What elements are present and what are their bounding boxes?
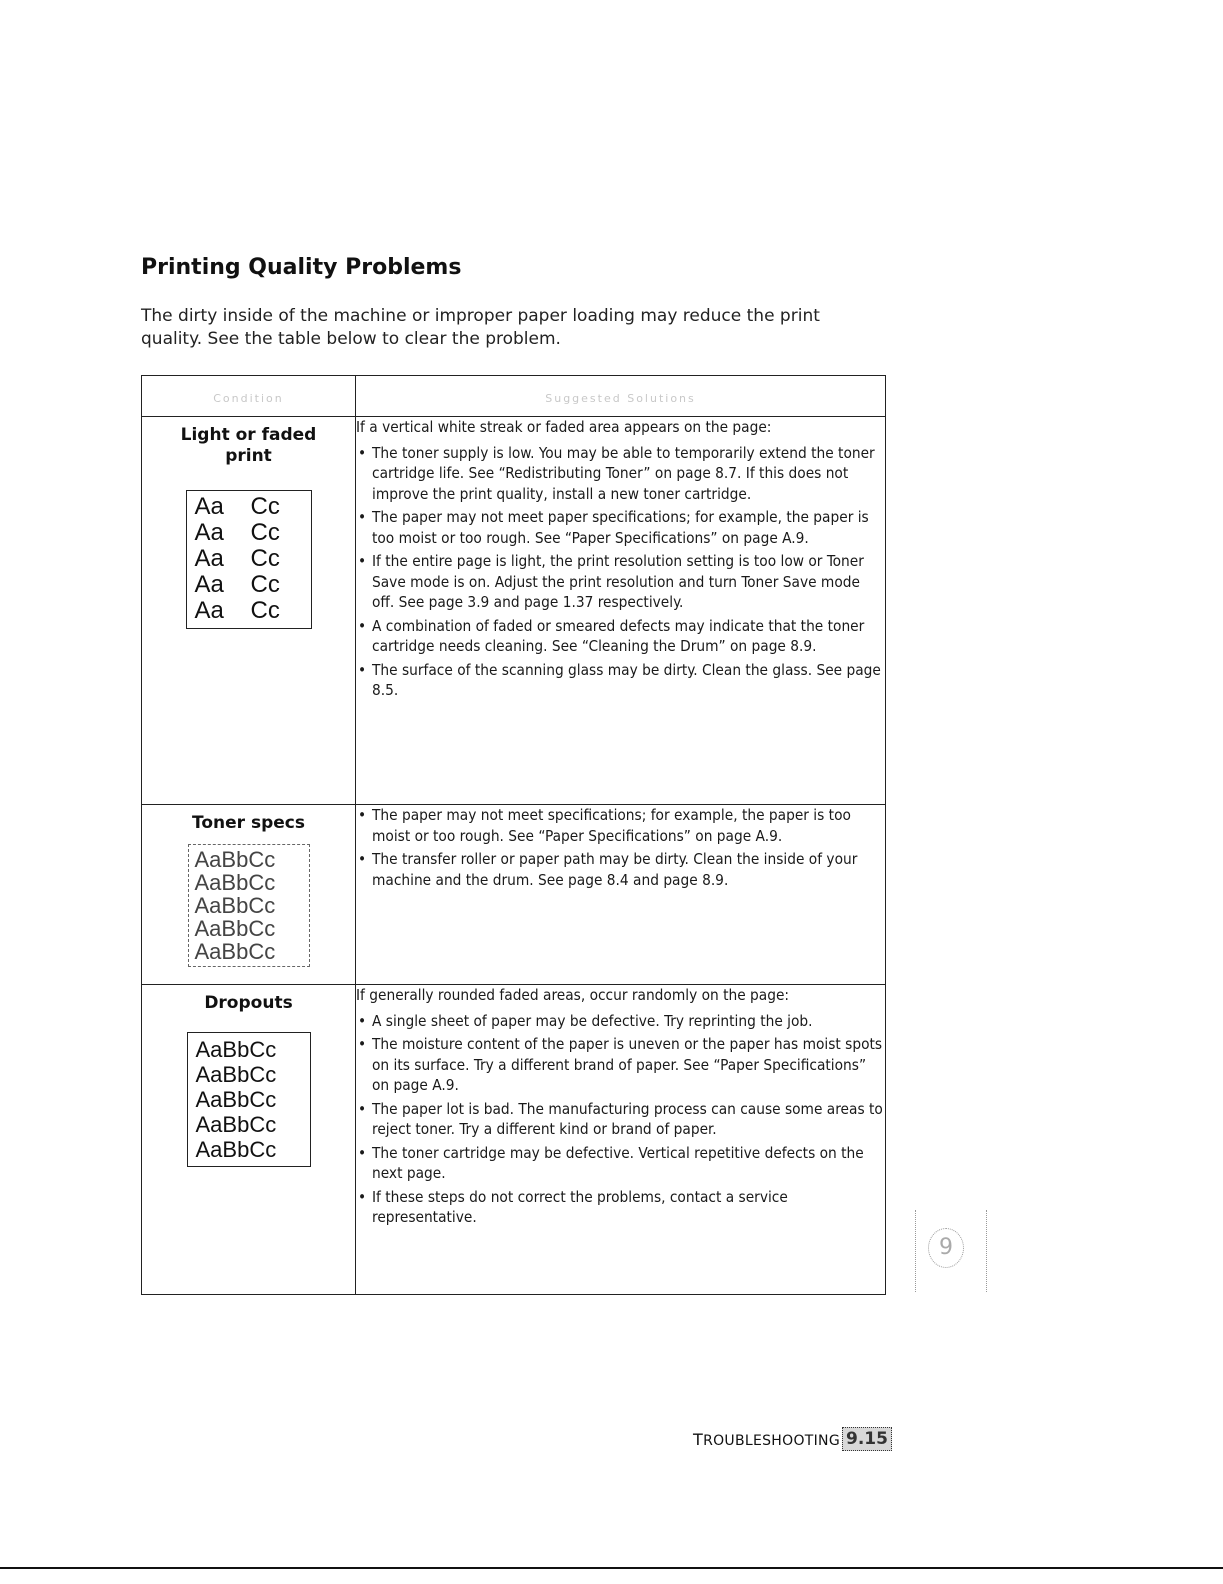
list-item: • The paper may not meet paper specifications; for example, the paper is too moist or too rough. See “Paper Specifications” on page A.9. bbox=[356, 507, 885, 548]
solution-list bbox=[356, 1011, 885, 1228]
list-item: • The toner supply is low. You may be able to temporarily extend the toner cartridge life. See “Redistributing Toner” on page 8.7. If this does not improve the print quality, install a new toner cartridge. bbox=[356, 443, 885, 505]
list-item: • The surface of the scanning glass may be dirty. Clean the glass. See page 8.5. bbox=[356, 660, 885, 701]
solution-list bbox=[356, 443, 885, 701]
sample-line: Aa Cc bbox=[194, 545, 280, 572]
header-solution-cell bbox=[356, 376, 886, 417]
list-item: • The toner cartridge may be defective. Vertical repetitive defects on the next page. bbox=[356, 1143, 885, 1184]
intro-line: quality. See the table below to clear the problem. bbox=[141, 329, 561, 349]
table-row bbox=[142, 417, 886, 805]
footer-initial: T bbox=[693, 1430, 704, 1449]
condition-text: Light or faded bbox=[180, 425, 317, 445]
footer-rest: ROUBLESHOOTING bbox=[703, 1433, 840, 1449]
sample-line: Aa Cc bbox=[194, 571, 280, 598]
sample-line: AaBbCc bbox=[194, 893, 276, 918]
solution-lead: If a vertical white streak or faded area appears on the page: bbox=[356, 418, 772, 436]
sample-line: AaBbCc bbox=[195, 1137, 277, 1162]
sample-line: AaBbCc bbox=[194, 847, 276, 872]
sample-line: AaBbCc bbox=[194, 870, 276, 895]
solution-cell bbox=[356, 805, 886, 985]
list-item: • A single sheet of paper may be defective. Try reprinting the job. bbox=[356, 1011, 885, 1032]
condition-label bbox=[142, 805, 355, 834]
light-print-sample bbox=[186, 490, 312, 629]
solution-cell bbox=[356, 417, 886, 805]
header-solution: Suggested Solutions bbox=[545, 391, 696, 405]
condition-text: print bbox=[225, 446, 272, 466]
intro-paragraph bbox=[141, 305, 881, 351]
sample-line: AaBbCc bbox=[195, 1087, 277, 1112]
list-item: • The transfer roller or paper path may be dirty. Clean the inside of your machine and the drum. See page 8.4 and page 8.9. bbox=[356, 849, 885, 890]
page-title: Printing Quality Problems bbox=[141, 255, 462, 280]
list-item: • The paper may not meet specifications; for example, the paper is too moist or too rough. See “Paper Specifications” on page A.9. bbox=[356, 805, 885, 846]
sample-line: AaBbCc bbox=[195, 1037, 277, 1062]
condition-label bbox=[142, 985, 355, 1014]
sample-line: Aa Cc bbox=[194, 597, 280, 624]
footer-section-title bbox=[693, 1430, 840, 1449]
list-item: • The paper lot is bad. The manufacturing process can cause some areas to reject toner. Try a different kind or brand of paper. bbox=[356, 1099, 885, 1140]
intro-line: The dirty inside of the machine or improper paper loading may reduce the print bbox=[141, 306, 820, 326]
condition-cell bbox=[142, 805, 356, 985]
condition-cell bbox=[142, 417, 356, 805]
list-item: • The moisture content of the paper is uneven or the paper has moist spots on its surface. Try a different brand of paper. See “Paper Specifications” on page A.9. bbox=[356, 1034, 885, 1096]
chapter-number: 9 bbox=[928, 1228, 964, 1268]
solution-cell bbox=[356, 985, 886, 1295]
sample-line: AaBbCc bbox=[195, 1112, 277, 1137]
solution-lead: If generally rounded faded areas, occur randomly on the page: bbox=[356, 986, 790, 1004]
header-condition-cell bbox=[142, 376, 356, 417]
table-row bbox=[142, 805, 886, 985]
list-item: • If these steps do not correct the problems, contact a service representative. bbox=[356, 1187, 885, 1228]
sample-line: AaBbCc bbox=[195, 1062, 277, 1087]
dropouts-sample bbox=[187, 1032, 311, 1167]
list-item: • If the entire page is light, the print resolution setting is too low or Toner Save mode is on. Adjust the print resolution and turn Toner Save mode off. See page 3.9 and page 1.37 respectively. bbox=[356, 551, 885, 613]
sample-line: Aa Cc bbox=[194, 519, 280, 546]
quality-problems-table bbox=[141, 375, 886, 1295]
solution-list bbox=[356, 805, 885, 890]
list-item: • A combination of faded or smeared defects may indicate that the toner cartridge needs cleaning. See “Cleaning the Drum” on page 8.9. bbox=[356, 616, 885, 657]
table-row bbox=[142, 985, 886, 1295]
page-number: 9.15 bbox=[842, 1427, 892, 1451]
sample-line: Aa Cc bbox=[194, 493, 280, 520]
header-condition: Condition bbox=[213, 391, 284, 405]
condition-text: Toner specs bbox=[192, 813, 305, 833]
sample-line: AaBbCc bbox=[194, 939, 276, 964]
sample-line: AaBbCc bbox=[194, 916, 276, 941]
condition-cell bbox=[142, 985, 356, 1295]
bottom-rule bbox=[0, 1567, 1223, 1569]
condition-text: Dropouts bbox=[204, 993, 293, 1013]
condition-label bbox=[142, 417, 355, 467]
toner-specs-sample bbox=[188, 844, 310, 967]
chapter-tab bbox=[915, 1210, 987, 1292]
table-header-row bbox=[142, 376, 886, 417]
